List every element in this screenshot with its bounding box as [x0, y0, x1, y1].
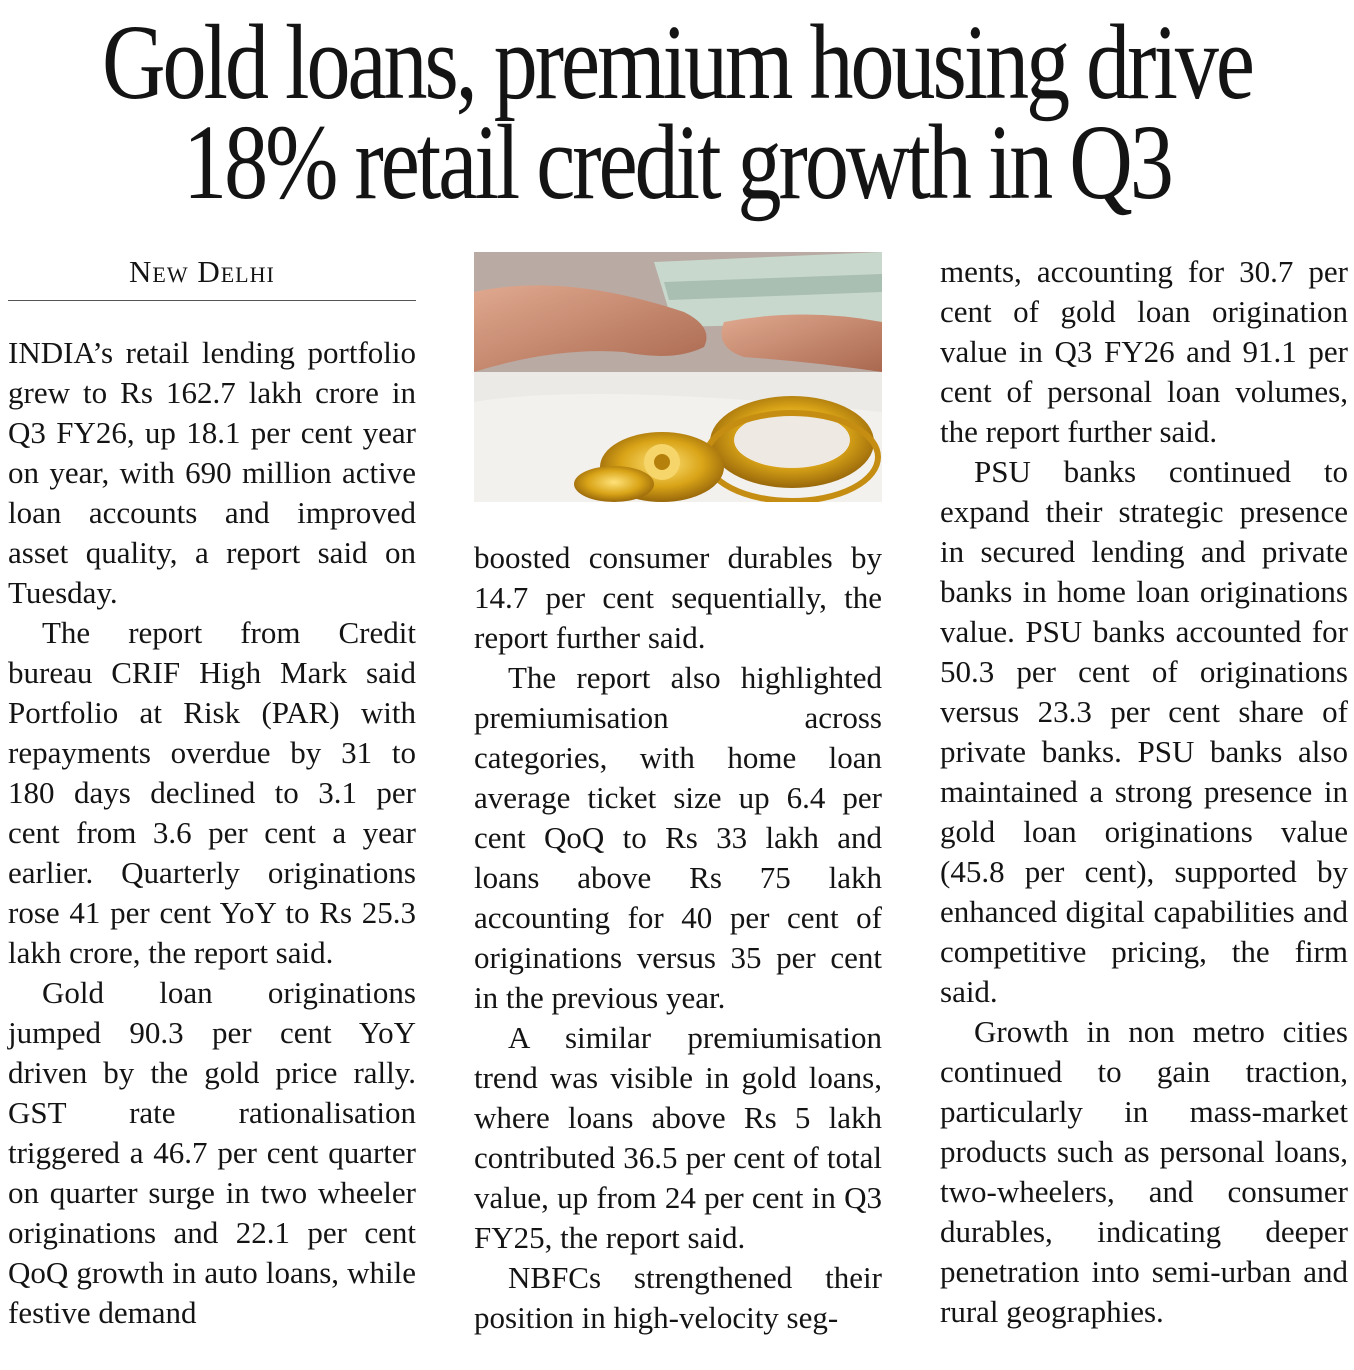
dateline: New Delhi	[129, 254, 275, 289]
dateline-rule	[8, 300, 416, 301]
headline-line-1: Gold loans, premium housing drive	[102, 4, 1252, 123]
paragraph: ments, accounting for 30.7 per cent of gold loan origination value in Q3 FY26 and 91.1 per cent of personal loan volumes, the report further said.	[940, 254, 1348, 449]
column-2-body	[474, 538, 882, 1338]
paragraph: Gold loan originations jumped 90.3 per cent YoY driven by the gold price rally. GST rate rationalisation triggered a 46.7 per cent quarter on quarter surge in two wheeler originations and 22.1 per cent QoQ growth in auto loans, while festive demand	[8, 975, 416, 1330]
article-column-1	[8, 252, 416, 1333]
paragraph: NBFCs strengthened their position in high-velocity seg-	[474, 1260, 882, 1335]
paragraph: The report also highlighted premiumisation across categories, with home loan average ticket size up 6.4 per cent QoQ to Rs 33 lakh and loans above Rs 75 lakh accounting for 40 per cent of originations versus 35 per cent in the previous year.	[474, 660, 882, 1015]
paragraph: PSU banks continued to expand their strategic presence in secured lending and private banks in home loan originations value. PSU banks accounted for 50.3 per cent of originations versus 23.3 per cent share of private banks. PSU banks also maintained a strong presence in gold loan originations value (45.8 per cent), supported by enhanced digital capabilities and competitive pricing, the firm said.	[940, 454, 1348, 1009]
article-column-3	[940, 252, 1348, 1332]
headline	[0, 0, 1354, 223]
photo-illustration	[474, 252, 882, 502]
gold-jewellery-and-cash-photo	[474, 252, 882, 502]
headline-line-2: 18% retail credit growth in Q3	[183, 104, 1171, 223]
paragraph: INDIA’s retail lending portfolio grew to Rs 162.7 lakh crore in Q3 FY26, up 18.1 per cent year on year, with 690 million active loan accounts and improved asset quality, a report said on Tuesday.	[8, 335, 416, 610]
column-1-body	[8, 333, 416, 1333]
paragraph: The report from Credit bureau CRIF High Mark said Portfolio at Risk (PAR) with repayments overdue by 31 to 180 days declined to 3.1 per cent from 3.6 per cent a year earlier. Quarterly originations rose 41 per cent YoY to Rs 25.3 lakh crore, the report said.	[8, 615, 416, 970]
article-column-2	[474, 252, 882, 1338]
paragraph: A similar premiumisation trend was visible in gold loans, where loans above Rs 5 lakh contributed 36.5 per cent of total value, up from 24 per cent in Q3 FY25, the report said.	[474, 1020, 882, 1255]
paragraph: boosted consumer durables by 14.7 per cent sequentially, the report further said.	[474, 540, 882, 655]
paragraph: Growth in non metro cities continued to gain traction, particularly in mass-market products such as personal loans, two-wheelers, and consumer durables, indicating deeper penetration into semi-urban and rural geographies.	[940, 1014, 1348, 1329]
